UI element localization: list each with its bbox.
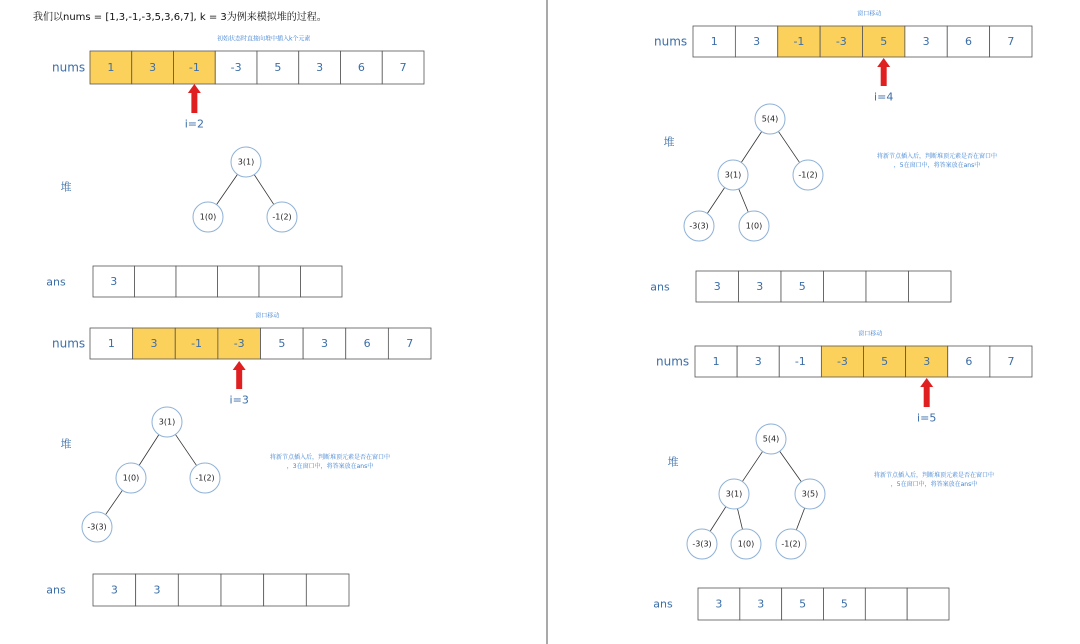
nums-cell-value: 7 <box>1007 35 1015 48</box>
heap-node-label: 5(4) <box>762 434 780 444</box>
heap-label: 堆 <box>663 135 675 149</box>
nums-cell-value: 1 <box>712 355 720 368</box>
ans-cell <box>218 266 260 297</box>
panel-4 <box>687 346 1032 620</box>
nums-label: nums <box>656 354 690 369</box>
panel-2 <box>82 328 431 606</box>
heap-edge <box>139 435 159 466</box>
nums-cell-value: 6 <box>965 355 973 368</box>
page-title: 我们以nums = [1,3,-1,-3,5,3,6,7], k = 3为例来模拟堆的过程。 <box>33 12 327 23</box>
ans-cell <box>176 266 218 297</box>
nums-cell-value: 3 <box>149 61 157 74</box>
nums-label: nums <box>52 60 86 75</box>
heap-node-label: -1(2) <box>798 170 818 180</box>
ans-cell <box>866 271 909 302</box>
heap-label: 堆 <box>60 437 72 451</box>
nums-cell-value: 6 <box>357 61 365 74</box>
ans-cell-value: 3 <box>153 583 161 597</box>
heap-node-label: -3(3) <box>87 522 107 532</box>
heap-note: 将新节点插入后，判断堆顶元素是否在窗口中，5在窗口中，将答案放在ans中 <box>873 472 995 488</box>
heap-node-label: 1(0) <box>737 539 755 549</box>
ans-cell <box>824 271 867 302</box>
nums-cell-value: -1 <box>794 355 806 368</box>
heap-edge <box>778 131 799 162</box>
nums-cell-value: -3 <box>835 35 847 48</box>
ans-cell <box>907 588 949 620</box>
pointer-label: i=2 <box>184 117 205 131</box>
ans-cell <box>259 266 301 297</box>
heap-node-label: 5(4) <box>761 114 779 124</box>
pointer-label: i=3 <box>229 393 249 407</box>
nums-cell-value: 5 <box>278 337 286 350</box>
heap-note: 将新节点插入后，判断堆顶元素是否在窗口中，3在窗口中，将答案放在ans中 <box>269 454 391 470</box>
nums-cell-value: 3 <box>922 35 930 48</box>
nums-cell-value: 3 <box>923 355 931 368</box>
heap-node-label: 1(0) <box>745 221 763 231</box>
heap-edge <box>106 490 123 514</box>
nums-cell-value: 3 <box>753 35 761 48</box>
ans-label: ans <box>46 275 66 289</box>
panel-3 <box>684 26 1032 302</box>
nums-cell-value: -3 <box>836 355 848 368</box>
heap-node-label: 1(0) <box>122 473 140 483</box>
nums-cell-value: 1 <box>107 61 115 74</box>
pointer-arrow <box>920 378 933 407</box>
heap-node-label: -1(2) <box>781 539 801 549</box>
ans-cell <box>264 574 307 606</box>
heap-edge <box>741 132 761 163</box>
heap-node-label: 3(1) <box>158 417 176 427</box>
panel-caption: 窗口移动 <box>857 10 882 18</box>
heap-node-label: 1(0) <box>199 212 217 222</box>
ans-cell <box>301 266 343 297</box>
nums-cell-value: -1 <box>191 337 203 350</box>
ans-cell-value: 5 <box>840 597 848 611</box>
heap-node-label: 3(5) <box>801 489 819 499</box>
heap-edge <box>738 509 743 530</box>
ans-label: ans <box>46 583 66 597</box>
nums-cell-value: 6 <box>964 35 972 48</box>
nums-label: nums <box>654 34 688 49</box>
heap-label: 堆 <box>60 180 72 194</box>
nums-cell-value: -3 <box>233 337 245 350</box>
heap-edge <box>707 187 724 213</box>
heap-node-label: -1(2) <box>272 212 292 222</box>
heap-node-label: -3(3) <box>692 539 712 549</box>
nums-cell-value: 3 <box>316 61 324 74</box>
nums-cell-value: -3 <box>230 61 242 74</box>
heap-node-label: 3(1) <box>725 489 743 499</box>
heap-node-label: 3(1) <box>237 157 255 167</box>
ans-cell-value: 3 <box>110 583 118 597</box>
nums-cell-value: 7 <box>406 337 414 350</box>
heap-edge <box>254 175 274 205</box>
heap-node-label: -1(2) <box>195 473 215 483</box>
ans-cell <box>306 574 349 606</box>
ans-cell <box>909 271 952 302</box>
ans-label: ans <box>653 597 673 611</box>
nums-cell-value: 5 <box>881 355 889 368</box>
ans-cell-value: 3 <box>110 275 118 288</box>
nums-cell-value: 3 <box>150 337 158 350</box>
panel-1 <box>90 51 424 297</box>
panel-caption: 初始状态时直接向堆中插入k个元素 <box>216 35 311 43</box>
pointer-arrow <box>877 58 890 86</box>
pointer-arrow <box>188 84 201 113</box>
nums-cell-value: 6 <box>363 337 371 350</box>
nums-cell-value: 1 <box>107 337 115 350</box>
nums-cell-value: 7 <box>399 61 407 74</box>
heap-edge <box>710 507 726 532</box>
ans-cell <box>221 574 264 606</box>
heap-label: 堆 <box>667 455 679 469</box>
heap-note: 将新节点插入后，判断堆顶元素是否在窗口中，5在窗口中，将答案放在ans中 <box>876 153 998 169</box>
ans-cell-value: 3 <box>757 597 765 611</box>
nums-cell-value: 1 <box>710 35 718 48</box>
heap-edge <box>175 434 196 465</box>
heap-edge <box>739 189 749 212</box>
pointer-label: i=5 <box>917 411 937 425</box>
nums-cell-value: 3 <box>754 355 762 368</box>
ans-cell <box>178 574 221 606</box>
ans-cell <box>135 266 177 297</box>
nums-cell-value: 5 <box>880 35 888 48</box>
ans-cell-value: 5 <box>799 597 807 611</box>
heap-edge <box>796 508 804 530</box>
ans-cell <box>865 588 907 620</box>
ans-label: ans <box>650 280 670 294</box>
heap-node-label: -3(3) <box>689 221 709 231</box>
panel-caption: 窗口移动 <box>255 312 280 320</box>
nums-cell-value: -1 <box>188 61 200 74</box>
nums-label: nums <box>52 336 86 351</box>
heap-edge <box>780 451 802 482</box>
heap-edge <box>742 451 762 481</box>
ans-cell-value: 5 <box>798 280 806 293</box>
nums-cell-value: -1 <box>793 35 805 48</box>
pointer-arrow <box>233 361 246 389</box>
heap-edge <box>217 174 238 204</box>
nums-cell-value: 7 <box>1007 355 1015 368</box>
nums-cell-value: 3 <box>320 337 328 350</box>
ans-cell-value: 3 <box>713 280 721 293</box>
panel-caption: 窗口移动 <box>858 330 883 338</box>
ans-cell-value: 3 <box>715 597 723 611</box>
heap-node-label: 3(1) <box>724 170 742 180</box>
ans-cell-value: 3 <box>756 280 764 293</box>
nums-cell-value: 5 <box>274 61 282 74</box>
pointer-label: i=4 <box>874 90 894 104</box>
